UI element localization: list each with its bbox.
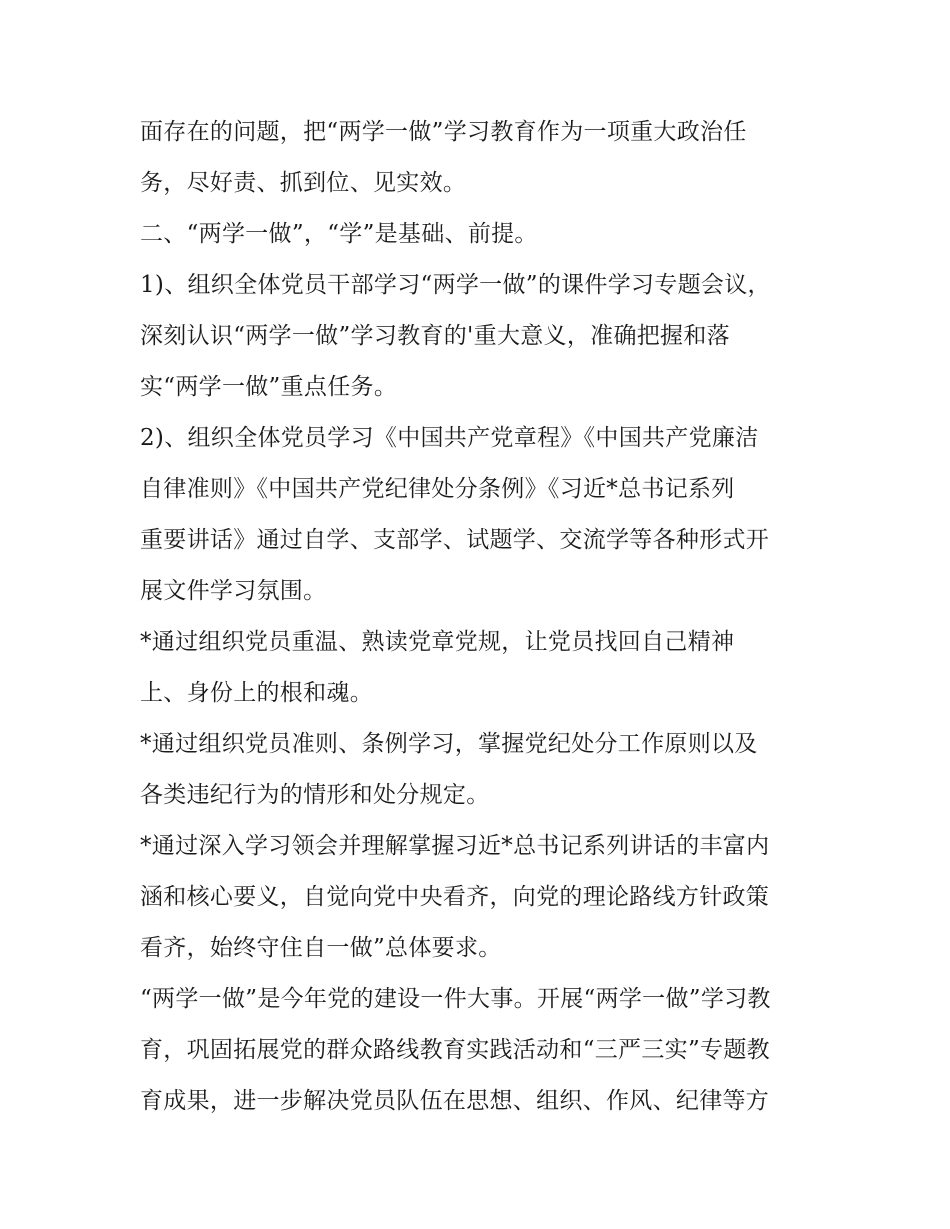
text-line: 自律准则》《中国共产党纪律处分条例》《习近*总书记系列 <box>140 476 735 502</box>
text-line: 展文件学习氛围。 <box>140 578 327 604</box>
text-line: 务，尽好责、抓到位、见实效。 <box>140 170 467 196</box>
text-line: 育成果，进一步解决党员队伍在思想、组织、作风、纪律等方 <box>140 1088 770 1114</box>
text-line: 上、身份上的根和魂。 <box>140 680 373 706</box>
section-heading: 二、“两学一做”，“学”是基础、前提。 <box>140 221 538 247</box>
text-line: 看齐，始终守住自一做”总体要求。 <box>140 935 502 961</box>
text-line: 深刻认识“两学一做”学习教育的'重大意义，准确把握和落 <box>140 323 730 349</box>
text-line: *通过组织党员准则、条例学习，掌握党纪处分工作原则以及 <box>140 731 758 757</box>
document-body <box>140 107 820 1127</box>
text-line: *通过组织党员重温、熟读党章党规，让党员找回自己精神 <box>140 629 735 655</box>
text-line: *通过深入学习领会并理解掌握习近*总书记系列讲话的丰富内 <box>140 833 770 859</box>
text-line: 2)、组织全体党员学习《中国共产党章程》《中国共产党廉洁 <box>140 425 759 451</box>
text-line: “两学一做”是今年党的建设一件大事。开展“两学一做”学习教 <box>140 986 771 1012</box>
text-line: 重要讲话》通过自学、支部学、试题学、交流学等各种形式开 <box>140 527 770 553</box>
text-line: 面存在的问题，把“两学一做”学习教育作为一项重大政治任 <box>140 119 747 145</box>
text-line: 1)、组织全体党员干部学习“两学一做”的课件学习专题会议， <box>140 272 771 298</box>
text-line: 实“两学一做”重点任务。 <box>140 374 398 400</box>
text-line: 各类违纪行为的情形和处分规定。 <box>140 782 490 808</box>
text-line: 育，巩固拓展党的群众路线教育实践活动和“三严三实”专题教 <box>140 1037 770 1063</box>
text-line: 涵和核心要义，自觉向党中央看齐，向党的理论路线方针政策 <box>140 884 770 910</box>
